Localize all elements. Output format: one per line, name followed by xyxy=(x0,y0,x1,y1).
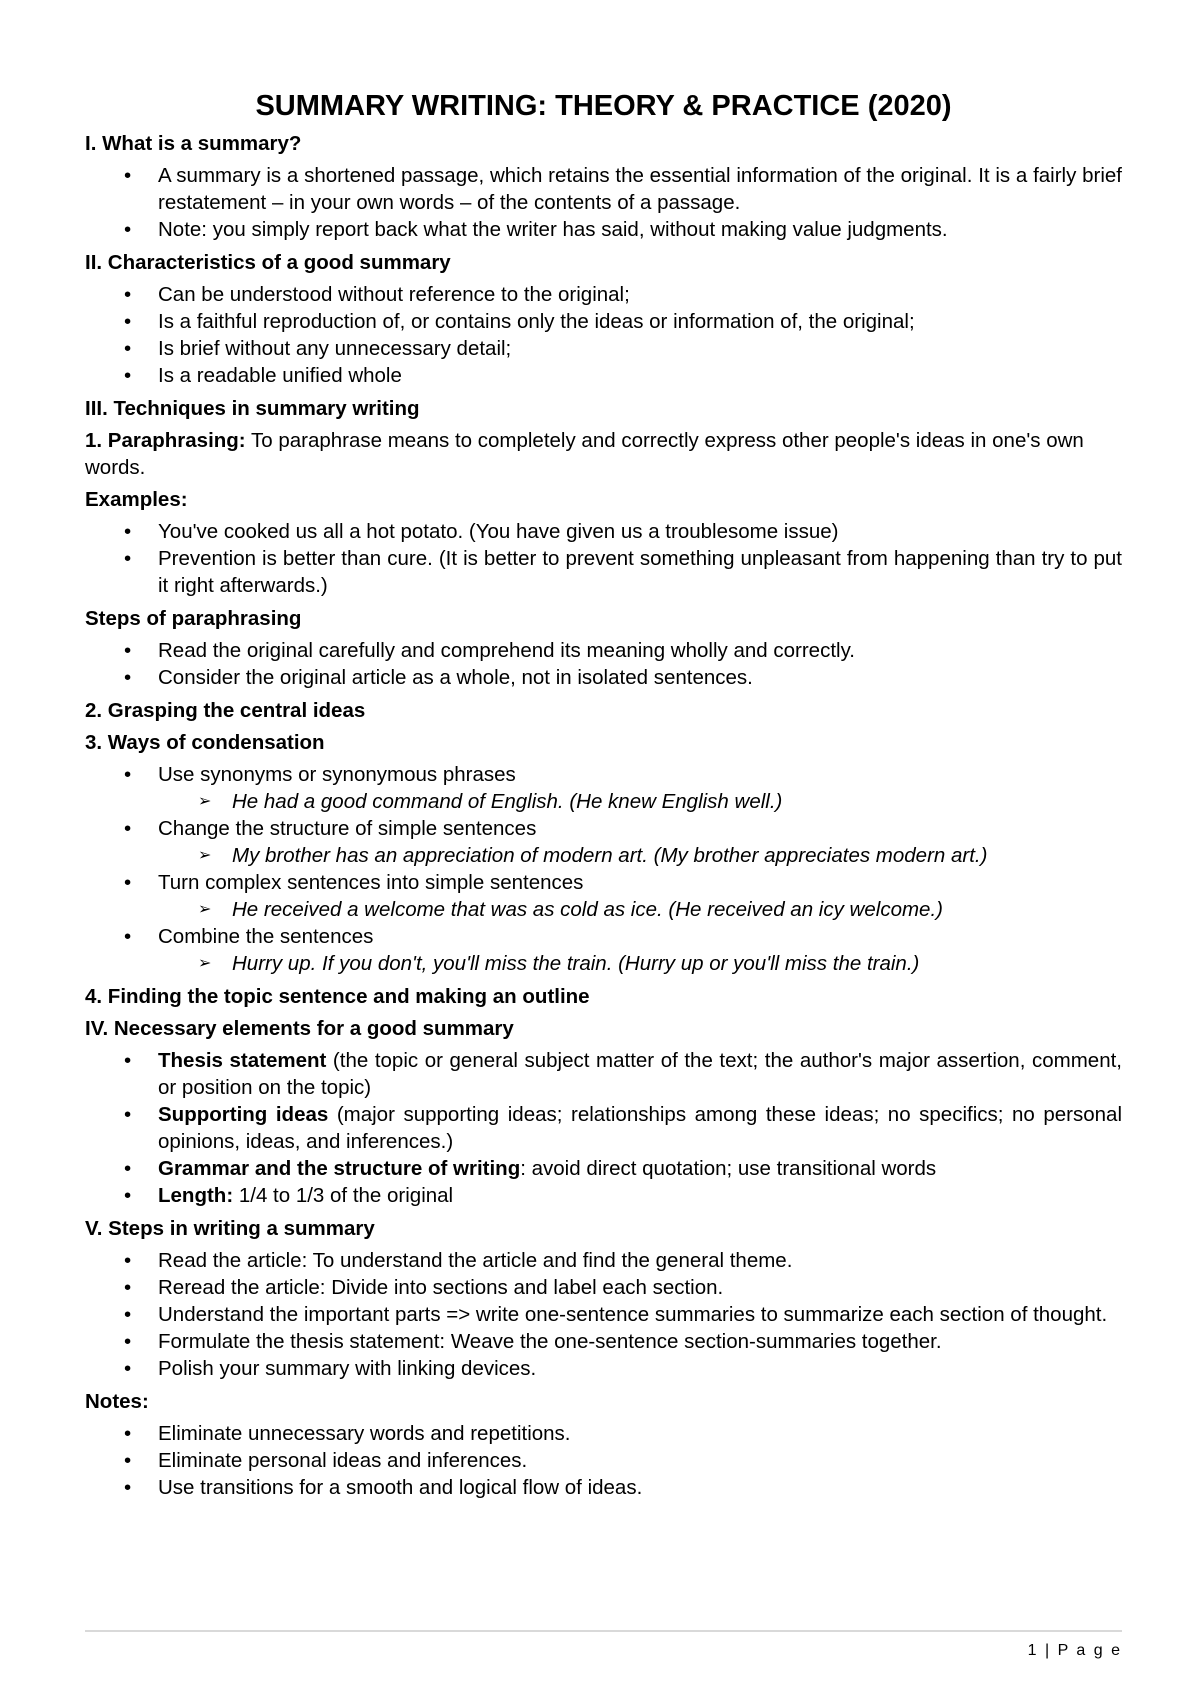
list-item: • Consider the original article as a whole, not in isolated sentences. xyxy=(85,664,1122,691)
example-text: He received a welcome that was as cold as ice. (He received an icy welcome.) xyxy=(232,898,943,921)
bullet-list xyxy=(85,637,1122,691)
term-description: (the topic or general subject matter of the text; the author's major assertion, comment, or position on the topic) xyxy=(158,1049,1122,1099)
document-title: SUMMARY WRITING: THEORY & PRACTICE (2020) xyxy=(255,90,952,122)
section-heading: III. Techniques in summary writing xyxy=(85,397,420,420)
subsection-heading: 3. Ways of condensation xyxy=(85,731,325,754)
example-line xyxy=(85,950,1122,977)
list-item: • Is a readable unified whole xyxy=(85,362,1122,389)
example-text: My brother has an appreciation of modern art. (My brother appreciates modern art.) xyxy=(232,844,988,867)
notes-heading: Notes: xyxy=(85,1390,149,1413)
bullet-list xyxy=(85,162,1122,243)
term: Thesis statement xyxy=(158,1049,327,1072)
list-item: • Can be understood without reference to the original; xyxy=(85,281,1122,308)
term-description: (major supporting ideas; relationships among these ideas; no specifics; no personal opinions, ideas, and inferences.) xyxy=(158,1103,1122,1153)
list-item: • You've cooked us all a hot potato. (You have given us a troublesome issue) xyxy=(85,518,1122,545)
list-item: • Use transitions for a smooth and logical flow of ideas. xyxy=(85,1474,1122,1501)
subsection-heading: 4. Finding the topic sentence and making an outline xyxy=(85,985,590,1008)
bullet-list xyxy=(85,869,1122,896)
condensation-item-text: Combine the sentences xyxy=(158,925,374,948)
examples-label: Examples: xyxy=(85,488,188,511)
section-heading: V. Steps in writing a summary xyxy=(85,1217,375,1240)
list-item xyxy=(85,1155,1122,1182)
list-item: • A summary is a shortened passage, which retains the essential information of the original. It is a fairly brief restatement – in your own words – of the contents of a passage. xyxy=(85,162,1122,216)
bullet-list xyxy=(85,1420,1122,1501)
page-number: 1 | P a g e xyxy=(1027,1642,1122,1659)
paraphrasing-text: To paraphrase means to completely and correctly express other people's ideas in one's own words. xyxy=(85,429,1084,479)
document-page xyxy=(85,88,1122,1507)
section-heading: I. What is a summary? xyxy=(85,132,302,155)
bullet-list xyxy=(85,815,1122,842)
list-item xyxy=(85,1101,1122,1155)
example-line xyxy=(85,896,1122,923)
list-item xyxy=(85,1047,1122,1101)
list-item: • Note: you simply report back what the writer has said, without making value judgments. xyxy=(85,216,1122,243)
list-item: • Eliminate unnecessary words and repetitions. xyxy=(85,1420,1122,1447)
section-heading: IV. Necessary elements for a good summary xyxy=(85,1017,514,1040)
term-description: 1/4 to 1/3 of the original xyxy=(233,1184,454,1207)
example-text: He had a good command of English. (He knew English well.) xyxy=(232,790,783,813)
arrow-bullet-icon: ➢ xyxy=(198,955,212,972)
arrow-bullet-icon: ➢ xyxy=(198,901,212,918)
bullet-list xyxy=(85,761,1122,788)
paraphrasing-paragraph xyxy=(85,427,1122,481)
condensation-item-text: Change the structure of simple sentences xyxy=(158,817,537,840)
list-item xyxy=(85,761,1122,788)
footer-divider xyxy=(85,1630,1122,1632)
arrow-bullet-icon: ➢ xyxy=(198,847,212,864)
section-heading: II. Characteristics of a good summary xyxy=(85,251,451,274)
bullet-list xyxy=(85,518,1122,599)
list-item xyxy=(85,815,1122,842)
bullet-list xyxy=(85,281,1122,389)
arrow-bullet-icon: ➢ xyxy=(198,793,212,810)
bullet-list xyxy=(85,1047,1122,1209)
term-description: : avoid direct quotation; use transitional words xyxy=(520,1157,937,1180)
bullet-list xyxy=(85,923,1122,950)
term: Grammar and the structure of writing xyxy=(158,1157,521,1180)
steps-label: Steps of paraphrasing xyxy=(85,607,302,630)
condensation-item-text: Turn complex sentences into simple sentences xyxy=(158,871,584,894)
list-item: • Eliminate personal ideas and inferences. xyxy=(85,1447,1122,1474)
example-text: Hurry up. If you don't, you'll miss the train. (Hurry up or you'll miss the train.) xyxy=(232,952,920,975)
list-item: • Understand the important parts => write one-sentence summaries to summarize each section of thought. xyxy=(85,1301,1122,1328)
condensation-item-text: Use synonyms or synonymous phrases xyxy=(158,763,516,786)
bullet-list xyxy=(85,1247,1122,1382)
list-item xyxy=(85,923,1122,950)
subsection-heading: 2. Grasping the central ideas xyxy=(85,699,366,722)
term: Length: xyxy=(158,1184,234,1207)
list-item xyxy=(85,869,1122,896)
list-item: • Prevention is better than cure. (It is better to prevent something unpleasant from happening than try to put it right afterwards.) xyxy=(85,545,1122,599)
list-item: • Read the article: To understand the article and find the general theme. xyxy=(85,1247,1122,1274)
list-item: • Read the original carefully and comprehend its meaning wholly and correctly. xyxy=(85,637,1122,664)
example-line xyxy=(85,842,1122,869)
list-item: • Reread the article: Divide into sections and label each section. xyxy=(85,1274,1122,1301)
term: Supporting ideas xyxy=(158,1103,329,1126)
example-line xyxy=(85,788,1122,815)
paraphrasing-label: 1. Paraphrasing: xyxy=(85,429,246,452)
list-item: • Is a faithful reproduction of, or contains only the ideas or information of, the original; xyxy=(85,308,1122,335)
list-item: • Formulate the thesis statement: Weave the one-sentence section-summaries together. xyxy=(85,1328,1122,1355)
list-item: • Polish your summary with linking devices. xyxy=(85,1355,1122,1382)
list-item: • Is brief without any unnecessary detail; xyxy=(85,335,1122,362)
list-item xyxy=(85,1182,1122,1209)
